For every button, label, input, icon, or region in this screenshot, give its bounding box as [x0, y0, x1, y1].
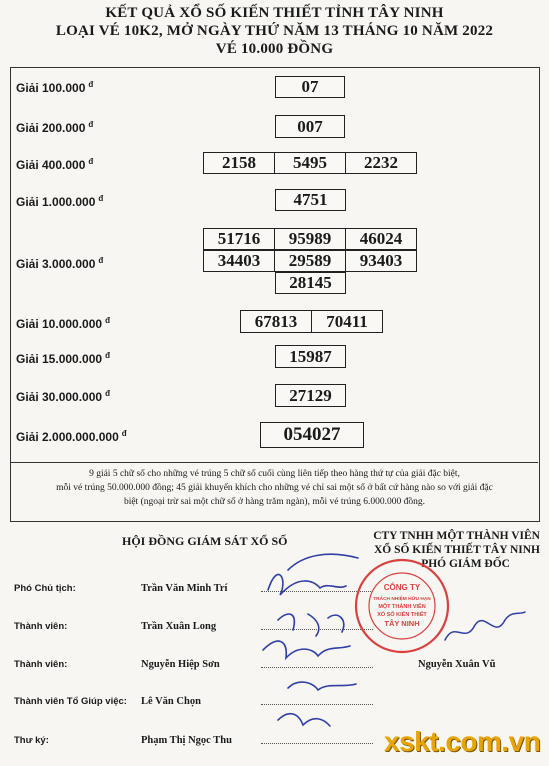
winning-number: 34403	[203, 250, 275, 272]
header-line-3: VÉ 10.000 ĐỒNG	[215, 41, 334, 57]
member-role: Thành viên:	[14, 659, 68, 670]
seal-text-line-2: MỘT THÀNH VIÊN	[378, 604, 426, 610]
prize-row-2b	[260, 422, 364, 448]
winning-number: 46024	[346, 228, 417, 250]
member-role: Phó Chủ tịch:	[14, 583, 76, 594]
director-signature	[440, 600, 530, 655]
seal-text-company: CÔNG TY	[383, 583, 421, 592]
prize-label-2b: Giải 2.000.000.000 $^đ$	[16, 429, 127, 444]
winning-number: 51716	[203, 228, 275, 250]
prize-label-400k: Giải 400.000 $^đ$	[16, 157, 94, 172]
site-watermark: xskt.com.vn	[384, 726, 541, 757]
member-name: Phạm Thị Ngọc Thu	[141, 735, 232, 746]
prize-row-3m-b	[203, 250, 417, 272]
winning-number: 007	[275, 115, 345, 138]
prize-row-100k	[275, 76, 345, 98]
member-role: Thành viên Tổ Giúp việc:	[14, 696, 127, 707]
seal-text-line-3: XỔ SỐ KIẾN THIẾT	[377, 612, 427, 618]
signature-line	[261, 743, 373, 744]
winning-number: 28145	[275, 272, 346, 294]
winning-number: 27129	[275, 384, 346, 407]
footnote-line-2: mỗi vé trúng 50.000.000 đồng; 45 giải khuyến khích cho những vé chỉ sai một số ở bất cứ hàng nào so với giải đặc	[56, 483, 493, 493]
seal-text-line-1: TRÁCH NHIỆM HỮU HẠN	[373, 597, 431, 602]
prize-row-30m	[275, 384, 346, 407]
prize-label-15m: Giải 15.000.000 $^đ$	[16, 351, 110, 366]
prize-label-3m: Giải 3.000.000 $^đ$	[16, 256, 104, 271]
company-seal	[352, 556, 452, 656]
seal-text-line-4: TÂY NINH	[384, 619, 420, 628]
header-line-2: LOẠI VÉ 10K2, MỞ NGÀY THỨ NĂM 13 THÁNG 10 NĂM 2022	[55, 23, 494, 39]
footnote-line-1: 9 giải 5 chữ số cho những vé trúng 5 chữ số cuối cùng liên tiếp theo hàng thứ tự của giải đặc biệt,	[89, 469, 460, 479]
member-name: Lê Văn Chọn	[141, 696, 201, 707]
winning-number: 2158	[203, 152, 275, 174]
member-role: Thư ký:	[14, 735, 49, 746]
prize-row-3m-a	[203, 228, 417, 250]
prize-row-10m	[240, 310, 383, 333]
winning-number: 5495	[275, 152, 346, 174]
company-line-1: CTY TNHH MỘT THÀNH VIÊN	[373, 530, 540, 542]
winning-number: 93403	[346, 250, 417, 272]
footnote-line-3: biệt (ngoại trừ sai một chữ số ở hàng trăm ngàn), mỗi vé trúng 6.000.000 đồng.	[123, 497, 426, 507]
member-name: Trần Văn Minh Trí	[141, 583, 228, 594]
special-prize-number: 054027	[260, 422, 364, 448]
company-line-3: PHÓ GIÁM ĐỐC	[421, 558, 510, 570]
director-name: Nguyễn Xuân Vũ	[418, 659, 496, 670]
header-line-1: KẾT QUẢ XỔ SỐ KIẾN THIẾT TỈNH TÂY NINH	[105, 5, 444, 21]
winning-number: 67813	[240, 310, 312, 333]
prize-label-30m: Giải 30.000.000 $^đ$	[16, 389, 110, 404]
winning-number: 2232	[346, 152, 417, 174]
member-name: Trần Xuân Long	[141, 621, 217, 632]
winning-number: 70411	[312, 310, 383, 333]
prize-label-100k: Giải 100.000 $^đ$	[16, 80, 94, 95]
winning-number: 07	[275, 76, 345, 98]
footnote	[11, 462, 538, 509]
prize-row-400k	[203, 152, 417, 174]
council-title: HỘI ĐỒNG GIÁM SÁT XỔ SỐ	[122, 534, 288, 548]
winning-number: 15987	[275, 345, 346, 368]
prize-row-1m	[275, 189, 346, 211]
prize-row-3m-c	[275, 272, 346, 294]
document-header	[0, 4, 549, 58]
prize-label-1m: Giải 1.000.000 $^đ$	[16, 194, 104, 209]
member-name: Nguyễn Hiệp Sơn	[141, 659, 220, 670]
prize-label-200k: Giải 200.000 $^đ$	[16, 120, 94, 135]
winning-number: 29589	[275, 250, 346, 272]
prize-label-10m: Giải 10.000.000 $^đ$	[16, 316, 110, 331]
winning-number: 4751	[275, 189, 346, 211]
winning-number: 95989	[275, 228, 346, 250]
company-line-2: XỔ SỐ KIẾN THIẾT TÂY NINH	[373, 544, 540, 556]
prize-row-200k	[275, 115, 345, 138]
prize-row-15m	[275, 345, 346, 368]
member-role: Thành viên:	[14, 621, 68, 632]
